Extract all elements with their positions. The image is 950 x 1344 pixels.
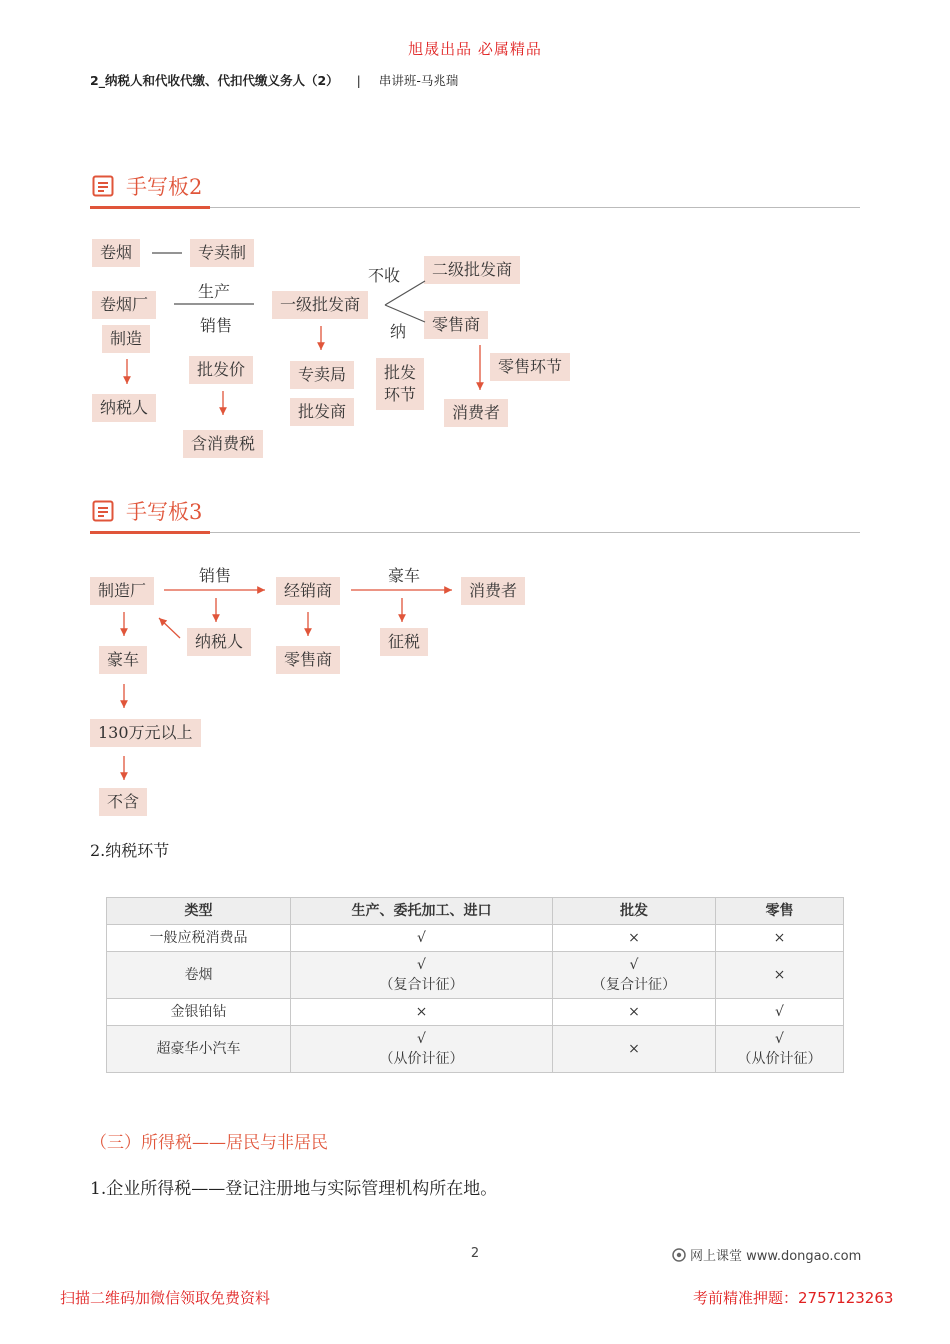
section2-heading (90, 175, 860, 215)
label-shengchan: 生产 (198, 282, 231, 301)
table-cell: √ (716, 999, 844, 1026)
top-banner: 旭晟出品 必属精品 (408, 40, 542, 58)
section2-title: 手写板2 (126, 175, 203, 199)
income-tax-subheading: （三）所得税——居民与非居民 (90, 1133, 328, 1153)
page-number: 2 (470, 1246, 480, 1261)
box-130wan: 130万元以上 (90, 719, 201, 747)
box-pifajia: 批发价 (189, 356, 253, 384)
table-header: 生产、委托加工、进口 (291, 898, 553, 925)
section2-rule-accent (90, 206, 210, 209)
tax-table (106, 897, 844, 1073)
box-pifahuanjie (376, 358, 424, 410)
table-header-row (107, 898, 844, 925)
table-cell: √ （从价计征） (291, 1026, 553, 1073)
table-header: 批发 (553, 898, 716, 925)
box-zhuanmaiju: 专卖局 (290, 361, 354, 389)
label-haoche: 豪车 (388, 566, 421, 585)
table-cell: √ （复合计征） (291, 952, 553, 999)
box-juanyan: 卷烟 (92, 239, 140, 267)
table-header: 类型 (107, 898, 291, 925)
notepad-icon (92, 500, 114, 522)
section3-heading (90, 500, 860, 540)
box-xiaofeizhe-3: 消费者 (461, 577, 525, 605)
table-cell: × (716, 952, 844, 999)
notepad-icon (92, 175, 114, 197)
box-jingxiaoshang: 经销商 (276, 577, 340, 605)
para-income-tax: 1.企业所得税——登记注册地与实际管理机构所在地。 (90, 1179, 498, 1199)
label-xiaoshou-3: 销售 (199, 566, 232, 585)
label-na: 纳 (390, 322, 407, 341)
footer-left-ad[interactable]: 扫描二维码加微信领取免费资料 (60, 1289, 271, 1307)
table-row (107, 952, 844, 999)
table-cell: × (716, 925, 844, 952)
box-buhan: 不含 (99, 788, 147, 816)
table-cell: 超豪华小汽车 (107, 1026, 291, 1073)
box-zhizao: 制造 (102, 325, 150, 353)
footer-brand-text: 网上课堂 www.dongao.com (690, 1249, 862, 1264)
table-row (107, 999, 844, 1026)
label-bushou: 不收 (368, 266, 401, 285)
box-pifashang: 批发商 (290, 398, 354, 426)
brand-logo-icon (672, 1248, 686, 1262)
box-zhuanmaizhi: 专卖制 (190, 239, 254, 267)
table-cell: √ （从价计征） (716, 1026, 844, 1073)
table-header: 零售 (716, 898, 844, 925)
table-cell: √ （复合计征） (553, 952, 716, 999)
table-cell: 一般应税消费品 (107, 925, 291, 952)
box-erjipifashang: 二级批发商 (424, 256, 520, 284)
table-cell: × (291, 999, 553, 1026)
box-lingshoushang: 零售商 (424, 311, 488, 339)
footer-brand (672, 1245, 861, 1264)
box-zhizaochang: 制造厂 (90, 577, 154, 605)
label-xiaoshou-2: 销售 (200, 316, 233, 335)
box-nashuiren: 纳税人 (92, 394, 156, 422)
section3-title: 手写板3 (126, 500, 203, 524)
table-row (107, 925, 844, 952)
table-cell: × (553, 925, 716, 952)
table-cell: × (553, 999, 716, 1026)
box-haoche: 豪车 (99, 646, 147, 674)
table-row (107, 1026, 844, 1073)
header-course: 串讲班-马兆瑞 (378, 73, 459, 88)
footer-right-ad[interactable]: 考前精准押题：2757123263 (693, 1289, 894, 1307)
box-lingshouhuanjie: 零售环节 (490, 353, 570, 381)
table-cell: × (553, 1026, 716, 1073)
para-tax-link: 2.纳税环节 (90, 841, 170, 860)
section3-rule-accent (90, 531, 210, 534)
table-cell: √ (291, 925, 553, 952)
box-pifahuanjie-line2: 环节 (384, 385, 417, 404)
table-cell: 卷烟 (107, 952, 291, 999)
table-cell: 金银铂钻 (107, 999, 291, 1026)
box-juanyanchang: 卷烟厂 (92, 291, 156, 319)
header-separator: | (356, 73, 361, 88)
doc-header (90, 71, 458, 89)
box-yijipifashang: 一级批发商 (272, 291, 368, 319)
box-xiaofeizhe-2: 消费者 (444, 399, 508, 427)
box-hanxiaofeishui: 含消费税 (183, 430, 263, 458)
box-lingshoushang-3: 零售商 (276, 646, 340, 674)
box-pifahuanjie-line1: 批发 (384, 363, 417, 382)
header-title: 2_纳税人和代收代缴、代扣代缴义务人（2） (90, 73, 339, 88)
box-nashuiren-3: 纳税人 (187, 628, 251, 656)
box-zhengshui: 征税 (380, 628, 428, 656)
